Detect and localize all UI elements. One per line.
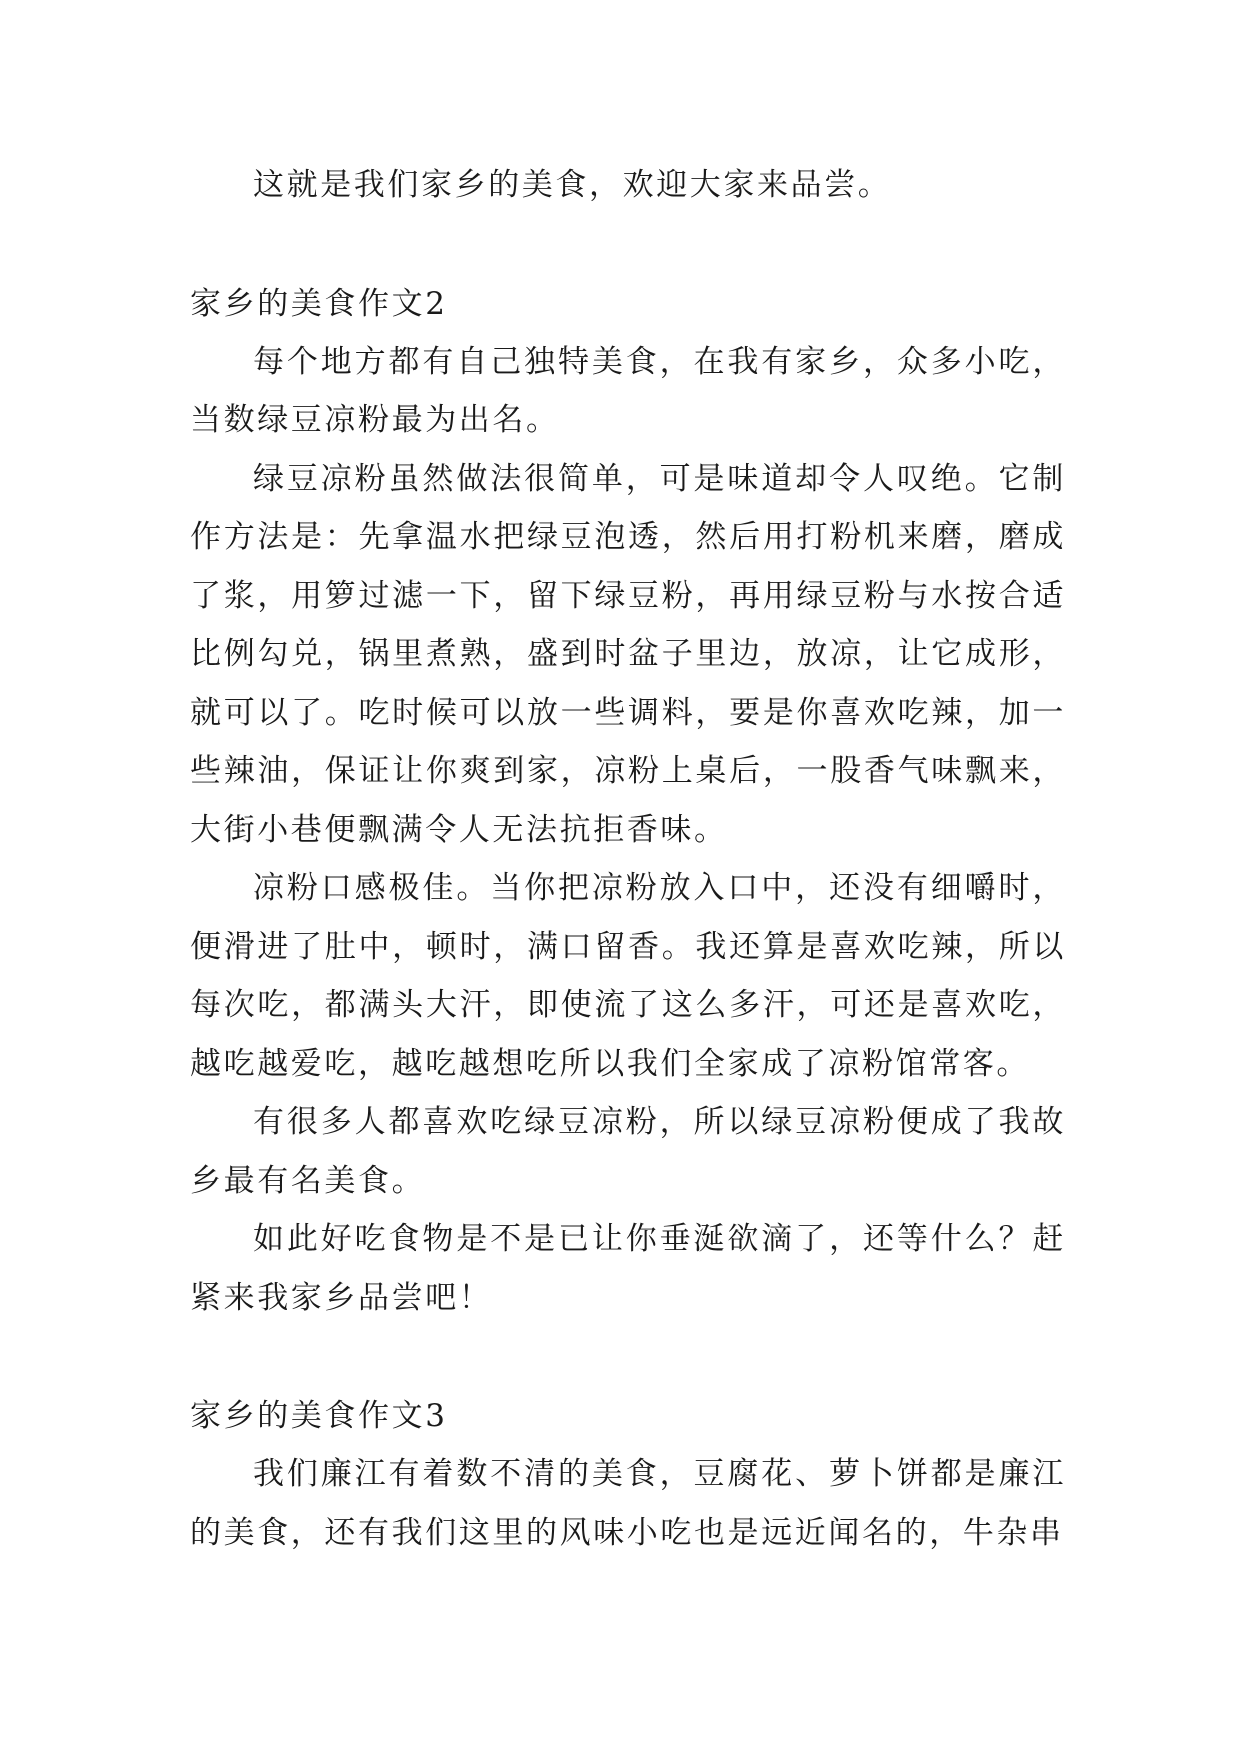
section2-paragraph-2: 绿豆凉粉虽然做法很简单，可是味道却令人叹绝。它制作方法是：先拿温水把绿豆泡透，然后用打粉机来磨，磨成了浆，用箩过滤一下，留下绿豆粉，再用绿豆粉与水按合适比例勾兑，锅里煮熟，盛到时盆子里边，放凉，让它成形，就可以了。吃时候可以放一些调料，要是你喜欢吃辣，加一些辣油，保证让你爽到家，凉粉上桌后，一股香气味飘来，大街小巷便飘满令人无法抗拒香味。 xyxy=(190,460,1066,848)
section2-paragraph-1: 每个地方都有自己独特美食，在我有家乡，众多小吃，当数绿豆凉粉最为出名。 xyxy=(190,343,1066,438)
section2-title: 家乡的美食作文2 xyxy=(190,285,448,322)
section3-paragraph-1: 我们廉江有着数不清的美食，豆腐花、萝卜饼都是廉江的美食，还有我们这里的风味小吃也是远近闻名的，牛杂串 xyxy=(190,1456,1066,1551)
section-spacer xyxy=(190,215,1066,275)
document-body xyxy=(190,156,1066,1562)
intro-closing-paragraph: 这就是我们家乡的美食，欢迎大家来品尝。 xyxy=(253,167,892,203)
section-spacer xyxy=(190,1327,1066,1387)
section2-paragraph-5: 如此好吃食物是不是已让你垂涎欲滴了，还等什么？赶紧来我家乡品尝吧！ xyxy=(190,1221,1066,1316)
section2-paragraph-3: 凉粉口感极佳。当你把凉粉放入口中，还没有细嚼时，便滑进了肚中，顿时，满口留香。我还算是喜欢吃辣，所以每次吃，都满头大汗，即使流了这么多汗，可还是喜欢吃，越吃越爱吃，越吃越想吃所以我们全家成了凉粉馆常客。 xyxy=(190,870,1066,1082)
section3-title: 家乡的美食作文3 xyxy=(190,1398,448,1434)
section2-paragraph-4: 有很多人都喜欢吃绿豆凉粉，所以绿豆凉粉便成了我故乡最有名美食。 xyxy=(190,1104,1066,1199)
